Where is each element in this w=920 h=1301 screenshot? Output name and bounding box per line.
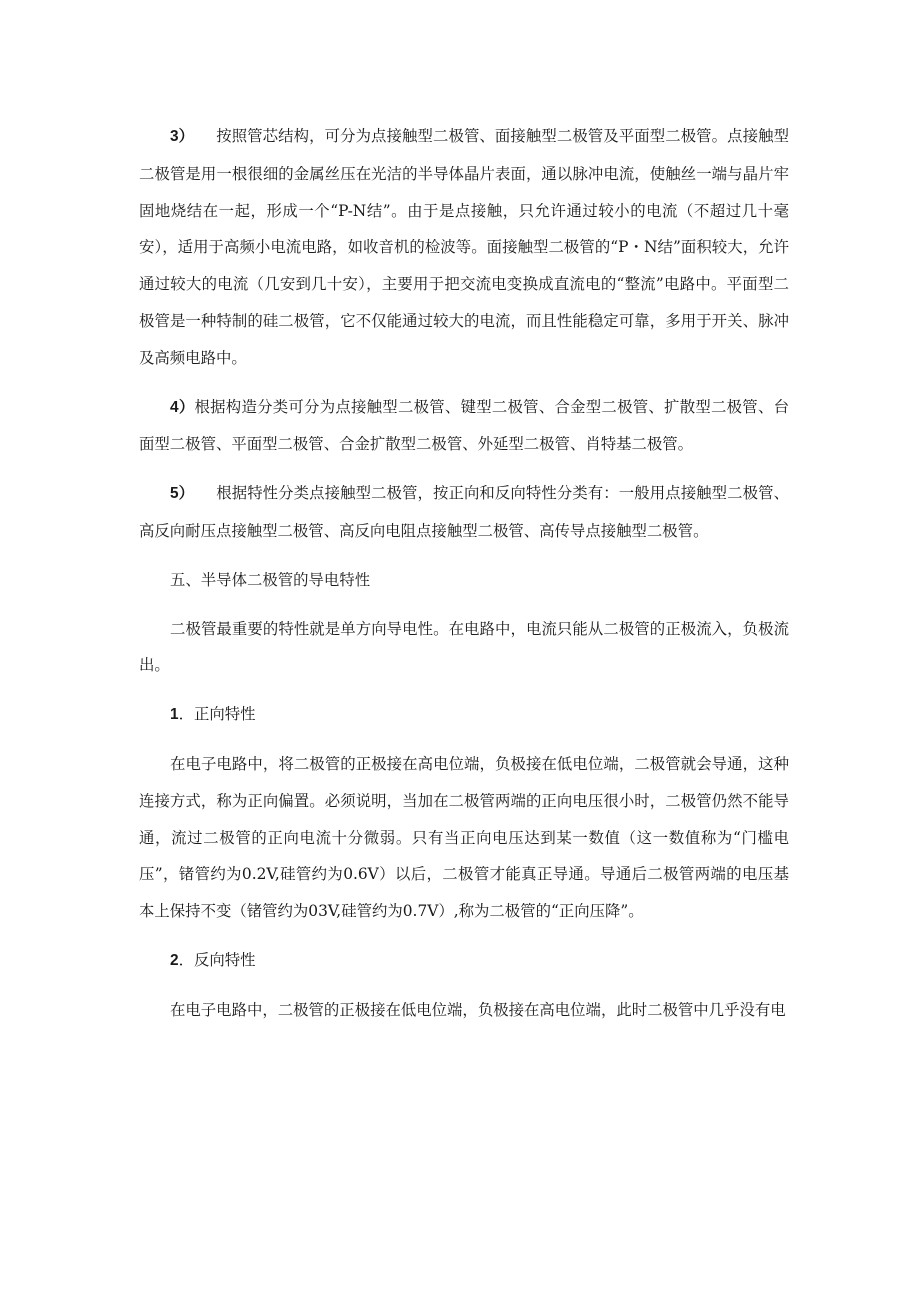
subheading-text: ．反向特性 bbox=[178, 950, 256, 969]
subheading-text: ．正向特性 bbox=[178, 705, 256, 724]
paragraph-structure-classification bbox=[139, 118, 789, 377]
paragraph-reverse-bias bbox=[139, 992, 789, 1029]
paragraph-text: 二极管最重要的特性就是单方向导电性。在电路中，电流只能从二极管的正极流入，负极流出。 bbox=[139, 619, 789, 675]
paragraph-forward-bias bbox=[139, 746, 789, 930]
paragraph-text: 根据特性分类点接触型二极管，按正向和反向特性分类有：一般用点接触型二极管、高反向耐压点接触型二极管、高反向电阻点接触型二极管、高传导点接触型二极管。 bbox=[139, 484, 789, 540]
list-number-3: 3） bbox=[170, 128, 195, 145]
document-page bbox=[139, 118, 789, 1041]
list-number-5: 5） bbox=[170, 485, 195, 503]
section-heading bbox=[139, 562, 789, 599]
section-heading-text: 五、半导体二极管的导电特性 bbox=[170, 570, 371, 589]
paragraph-text: 在电子电路中，将二极管的正极接在高电位端，负极接在低电位端，二极管就会导通，这种连接方式，称为正向偏置。必须说明，当加在二极管两端的正向电压很小时，二极管仍然不能导通，流过二极管的正向电流十分微弱。只有当正向电压达到某一数值（这一数值称为“门槛电压”，锗管约为0.2V,硅管约为0.6V）以后，二极管才能真正导通。导通后二极管两端的电压基本上保持不变（锗管约为03V,硅管约为0.7V）,称为二极管的“正向压降”。 bbox=[139, 754, 789, 921]
list-number-2: 2 bbox=[170, 951, 179, 969]
list-number-4: 4） bbox=[170, 398, 195, 416]
paragraph-text: 在电子电路中，二极管的正极接在低电位端，负极接在高电位端，此时二极管中几乎没有电 bbox=[170, 1000, 786, 1019]
paragraph-characteristic-classification bbox=[139, 475, 789, 550]
paragraph-text: 根据构造分类可分为点接触型二极管、键型二极管、合金型二极管、扩散型二极管、台面型二极管、平面型二极管、合金扩散型二极管、外延型二极管、肖特基二极管。 bbox=[139, 397, 789, 454]
list-number-1: 1 bbox=[170, 706, 179, 724]
paragraph-text: 按照管芯结构，可分为点接触型二极管、面接触型二极管及平面型二极管。点接触型二极管是用一根很细的金属丝压在光洁的半导体晶片表面，通以脉冲电流，使触丝一端与晶片牢固地烧结在一起，形成一个“P-N结”。由于是点接触，只允许通过较小的电流（不超过几十毫安），适用于高频小电流电路，如收音机的检波等。面接触型二极管的“P・N结”面积较大，允许通过较大的电流（几安到几十安），主要用于把交流电变换成直流电的“整流”电路中。平面型二极管是一种特制的硅二极管，它不仅能通过较大的电流，而且性能稳定可靠，多用于开关、脉冲及高频电路中。 bbox=[139, 127, 789, 367]
subheading-forward bbox=[139, 696, 789, 734]
paragraph-unidirectional-conduction bbox=[139, 611, 789, 685]
subheading-reverse bbox=[139, 942, 789, 980]
paragraph-construction-classification bbox=[139, 389, 789, 464]
